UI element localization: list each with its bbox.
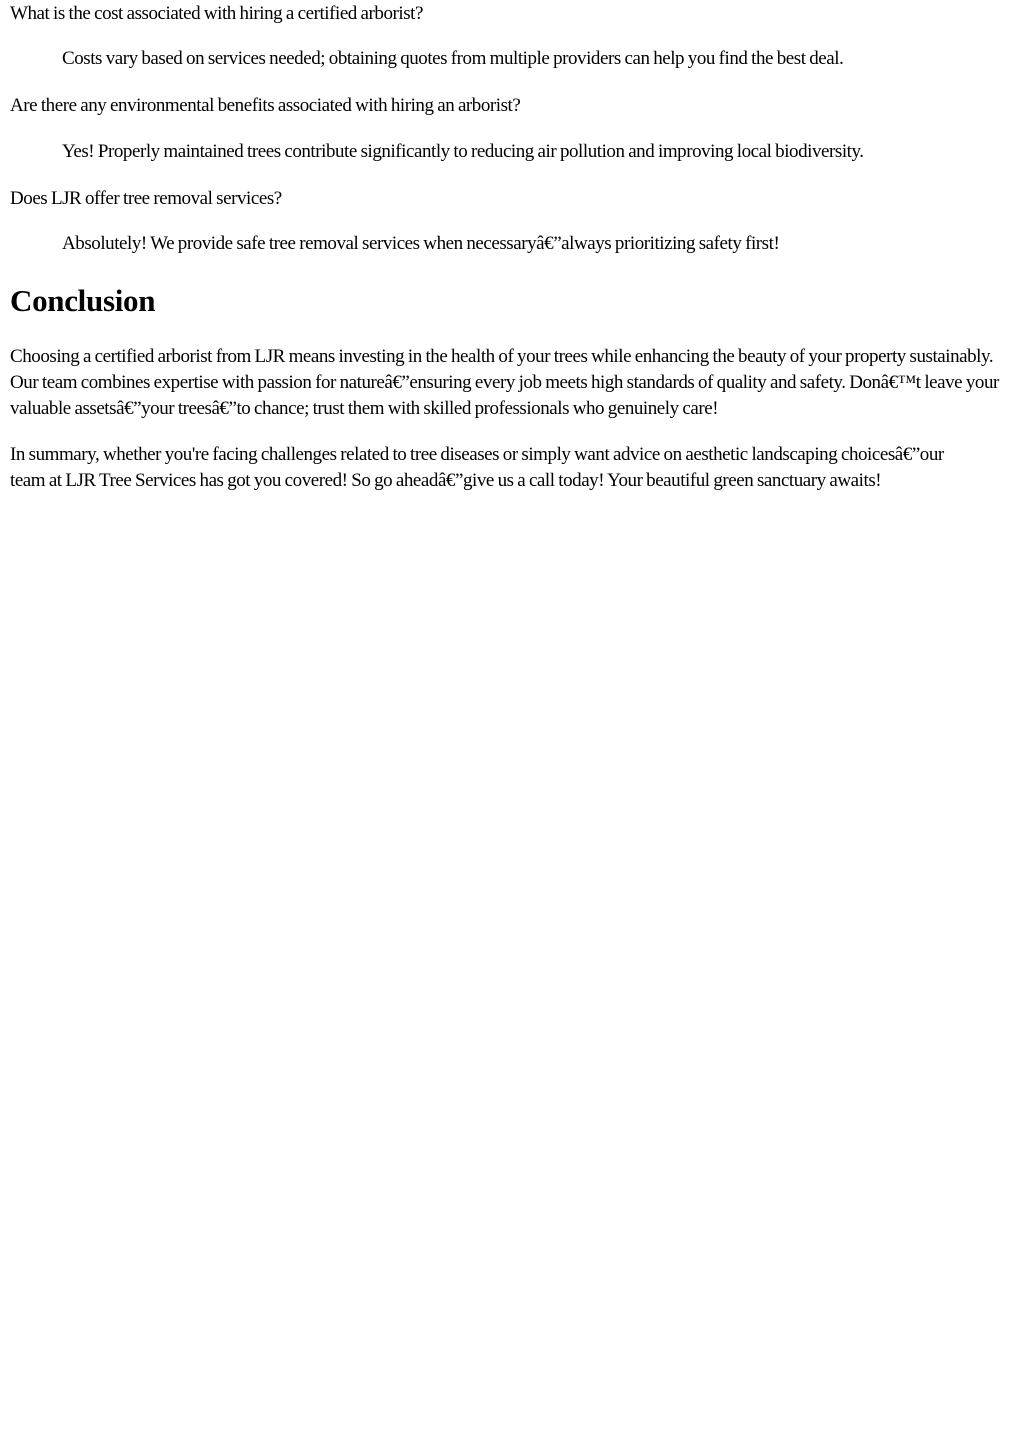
faq-question: What is the cost associated with hiring a certified arborist? [10, 3, 423, 24]
summary-paragraph: In summary, whether you're facing challenges related to tree diseases or simply want advice on aesthetic landscaping choicesâ€”our team at LJR Tree Services has got you covered! So go aheadâ€”give us a call today! Your beautiful green sanctuary awaits! [10, 444, 944, 491]
faq-question: Does LJR offer tree removal services? [10, 188, 282, 209]
faq-answer: Absolutely! We provide safe tree removal services when necessaryâ€”always prioritizing safety first! [62, 233, 780, 254]
faq-answer: Costs vary based on services needed; obtaining quotes from multiple providers can help you find the best deal. [62, 48, 844, 69]
faq-question: Are there any environmental benefits associated with hiring an arborist? [10, 95, 521, 116]
conclusion-paragraph: Choosing a certified arborist from LJR means investing in the health of your trees while enhancing the beauty of your property sustainably. Our team combines expertise with passion for natureâ€”ensuring every job meets high standards of quality and safety. Donâ€™t leave your valuable assetsâ€”your treesâ€”to chance; trust them with skilled professionals who genuinely care! [10, 346, 999, 419]
conclusion-heading: Conclusion [10, 283, 156, 318]
faq-answer: Yes! Properly maintained trees contribute significantly to reducing air pollution and improving local biodiversity. [62, 141, 864, 162]
